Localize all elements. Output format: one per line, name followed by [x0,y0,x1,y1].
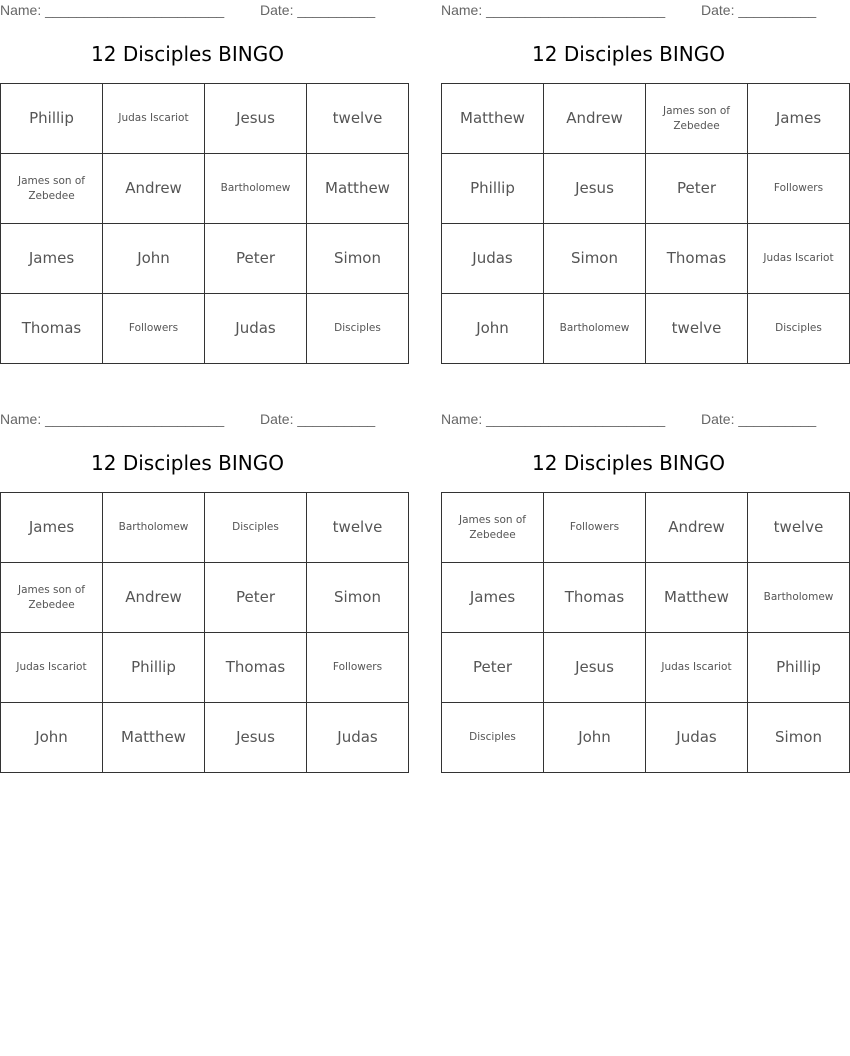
bingo-cell: James [1,224,103,294]
bingo-cell: Phillip [1,84,103,154]
bingo-cell: John [544,703,646,773]
bingo-cell: Disciples [442,703,544,773]
card-title: 12 Disciples BINGO [532,42,725,66]
grid-row [1,633,409,703]
bingo-cell: Thomas [205,633,307,703]
bingo-cell: John [442,294,544,364]
grid-row [1,703,409,773]
grid-row [1,84,409,154]
grid-row [442,633,850,703]
card-header [0,2,375,20]
bingo-cell: Phillip [748,633,850,703]
bingo-grid [0,492,409,773]
bingo-cell: James [1,493,103,563]
bingo-cell: John [1,703,103,773]
bingo-cell: twelve [307,84,409,154]
card-header [0,411,375,429]
date-field-label: Date: __________ [701,2,817,18]
grid-row [442,84,850,154]
bingo-cell: Bartholomew [205,154,307,224]
bingo-cell: Disciples [307,294,409,364]
bingo-cell: Judas Iscariot [103,84,205,154]
bingo-grid [441,492,850,773]
bingo-cell: James son of Zebedee [646,84,748,154]
bingo-cell: Phillip [442,154,544,224]
card-title: 12 Disciples BINGO [532,451,725,475]
grid-row [442,154,850,224]
bingo-cell: Judas Iscariot [1,633,103,703]
bingo-cell: Peter [442,633,544,703]
bingo-cell: twelve [748,493,850,563]
grid-row [1,493,409,563]
grid-row [442,563,850,633]
bingo-cell: Thomas [646,224,748,294]
bingo-cell: Peter [205,224,307,294]
grid-row [442,294,850,364]
name-field-label: Name: _______________________ [441,2,666,18]
bingo-cell: Followers [307,633,409,703]
date-field-label: Date: __________ [260,411,376,427]
bingo-cell: Thomas [544,563,646,633]
bingo-cell: James [748,84,850,154]
grid-row [1,294,409,364]
bingo-cell: Peter [646,154,748,224]
bingo-cell: Bartholomew [544,294,646,364]
bingo-cell: Andrew [544,84,646,154]
date-field-label: Date: __________ [701,411,817,427]
bingo-cell: Matthew [103,703,205,773]
bingo-cell: Phillip [103,633,205,703]
bingo-cell: Bartholomew [748,563,850,633]
bingo-cell: Followers [103,294,205,364]
bingo-cell: twelve [646,294,748,364]
bingo-cell: Thomas [1,294,103,364]
bingo-cell: Peter [205,563,307,633]
card-header [441,411,816,429]
bingo-cell: James son of Zebedee [1,154,103,224]
card-title: 12 Disciples BINGO [91,451,284,475]
bingo-cell: Andrew [103,563,205,633]
bingo-cell: Judas [307,703,409,773]
bingo-cell: Bartholomew [103,493,205,563]
bingo-cell: Followers [748,154,850,224]
bingo-cell: Simon [307,563,409,633]
bingo-cell: Simon [748,703,850,773]
bingo-cell: Jesus [205,703,307,773]
grid-row [442,703,850,773]
bingo-cell: twelve [307,493,409,563]
grid-row [1,224,409,294]
name-field-label: Name: _______________________ [0,411,225,427]
bingo-cell: James [442,563,544,633]
bingo-cell: Andrew [646,493,748,563]
bingo-cell: Simon [544,224,646,294]
grid-row [1,563,409,633]
grid-row [442,493,850,563]
bingo-cell: Judas Iscariot [646,633,748,703]
card-header [441,2,816,20]
bingo-cell: Jesus [544,154,646,224]
date-field-label: Date: __________ [260,2,376,18]
bingo-cell: Andrew [103,154,205,224]
bingo-cell: Matthew [646,563,748,633]
bingo-cell: James son of Zebedee [442,493,544,563]
bingo-cell: Disciples [205,493,307,563]
bingo-cell: Judas [646,703,748,773]
bingo-cell: Jesus [544,633,646,703]
bingo-cell: Simon [307,224,409,294]
name-field-label: Name: _______________________ [441,411,666,427]
bingo-cell: Judas Iscariot [748,224,850,294]
bingo-cell: Judas [442,224,544,294]
grid-row [1,154,409,224]
name-field-label: Name: _______________________ [0,2,225,18]
bingo-grid [0,83,409,364]
grid-row [442,224,850,294]
bingo-grid [441,83,850,364]
bingo-cell: Followers [544,493,646,563]
bingo-cell: James son of Zebedee [1,563,103,633]
card-title: 12 Disciples BINGO [91,42,284,66]
bingo-cell: John [103,224,205,294]
bingo-cell: Judas [205,294,307,364]
bingo-cell: Disciples [748,294,850,364]
bingo-cell: Jesus [205,84,307,154]
bingo-cell: Matthew [442,84,544,154]
bingo-cell: Matthew [307,154,409,224]
